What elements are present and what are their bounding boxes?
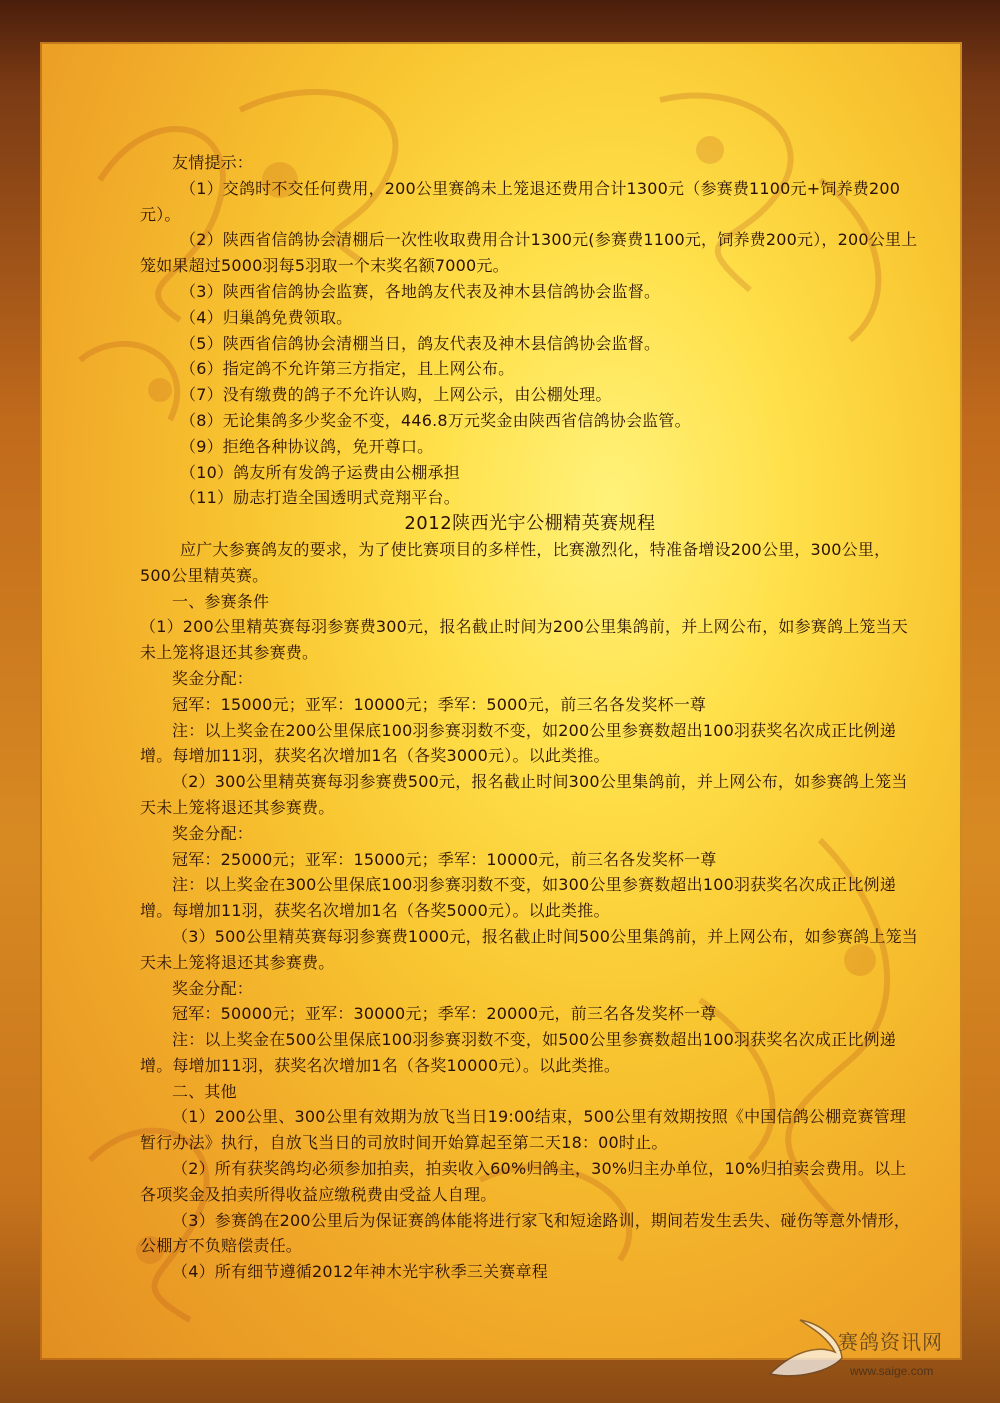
other-item: （3）参赛鸽在200公里后为保证赛鸽体能将进行家飞和短途路训，期间若发生丢失、碰伤等意外情形，公棚方不负赔偿责任。 [140,1210,911,1256]
tip-item: （11）励志打造全国透明式竞翔平台。 [180,488,460,508]
tip-item: （7）没有缴费的鸽子不允许认购，上网公示，由公棚处理。 [180,385,612,405]
tip-item: （10）鸽友所有发鸽子运费由公棚承担 [180,462,460,482]
tip-item: （4）归巢鸽免费领取。 [180,307,353,327]
prize-heading: 奖金分配： [172,823,254,843]
rules-intro: 应广大参赛鸽友的要求，为了使比赛项目的多样性，比赛激烈化，特准备增设200公里，300公里，500公里精英赛。 [140,539,891,585]
race-300-note: 注：以上奖金在300公里保底100羽参赛羽数不变，如300公里参赛数超出100羽获奖名次成正比例递增。每增加11羽，获奖名次增加1名（各奖5000元）。以此类推。 [140,875,896,921]
race-300-desc: （2）300公里精英赛每羽参赛费500元，报名截止时间300公里集鸽前，并上网公布，如参赛鸽上笼当天未上笼将退还其参赛费。 [140,772,908,817]
document-body [140,150,920,1285]
race-300-prizes: 冠军：25000元；亚军：15000元；季军：10000元，前三名各发奖杯一尊 [172,849,717,869]
tip-item: （8）无论集鸽多少奖金不变，446.8万元奖金由陕西省信鸽协会监管。 [180,410,691,430]
race-200-note: 注：以上奖金在200公里保底100羽参赛羽数不变，如200公里参赛数超出100羽获奖名次成正比例递增。每增加11羽，获奖名次增加1名（各奖3000元）。以此类推。 [140,720,896,766]
other-item: （1）200公里、300公里有效期为放飞当日19:00结束，500公里有效期按照《中国信鸽公棚竞赛管理暂行办法》执行，自放飞当日的司放时间开始算起至第二天18：00时止。 [140,1107,907,1153]
watermark-url: www.saige.com [850,1364,934,1378]
tips-heading: 友情提示： [172,153,254,172]
other-item: （2）所有获奖鸽均必须参加拍卖，拍卖收入60%归鸽主，30%归主办单位，10%归拍卖会费用。以上各项奖金及拍卖所得收益应缴税费由受益人自理。 [140,1159,907,1204]
rules-title: 2012陕西光宇公棚精英赛规程 [404,513,656,535]
tip-item: （5）陕西省信鸽协会清棚当日，鸽友代表及神木县信鸽协会监督。 [180,333,661,353]
watermark-name: 赛鸽资讯网 [838,1330,943,1354]
other-item: （4）所有细节遵循2012年神木光宇秋季三关赛章程 [172,1262,548,1282]
prize-heading: 奖金分配： [172,668,254,688]
prize-heading: 奖金分配： [172,978,254,998]
section-heading: 一、参赛条件 [172,591,270,611]
tip-item: （6）指定鸽不允许第三方指定，且上网公布。 [180,359,515,379]
section-heading: 二、其他 [172,1081,237,1101]
tip-item: （2）陕西省信鸽协会清棚后一次性收取费用合计1300元(参赛费1100元，饲养费200元），200公里上笼如果超过5000羽每5羽取一个末奖名额7000元。 [140,230,918,276]
tip-item: （3）陕西省信鸽协会监赛，各地鸽友代表及神木县信鸽协会监督。 [180,281,661,301]
race-200-prizes: 冠军：15000元；亚军：10000元；季军：5000元，前三名各发奖杯一尊 [172,694,707,714]
race-500-desc: （3）500公里精英赛每羽参赛费1000元，报名截止时间500公里集鸽前，并上网公布，如参赛鸽上笼当天未上笼将退还其参赛费。 [140,926,918,972]
race-200-desc: （1）200公里精英赛每羽参赛费300元，报名截止时间为200公里集鸽前，并上网公布，如参赛鸽上笼当天未上笼将退还其参赛费。 [140,617,908,663]
tip-item: （9）拒绝各种协议鸽，免开尊口。 [180,436,434,456]
race-500-note: 注：以上奖金在500公里保底100羽参赛羽数不变，如500公里参赛数超出100羽获奖名次成正比例递增。每增加11羽，获奖名次增加1名（各奖10000元）。以此类推。 [140,1030,896,1075]
race-500-prizes: 冠军：50000元；亚军：30000元；季军：20000元，前三名各发奖杯一尊 [172,1004,717,1024]
tip-item: （1）交鸽时不交任何费用，200公里赛鸽未上笼退还费用合计1300元（参赛费1100元+饲养费200元）。 [140,178,901,224]
